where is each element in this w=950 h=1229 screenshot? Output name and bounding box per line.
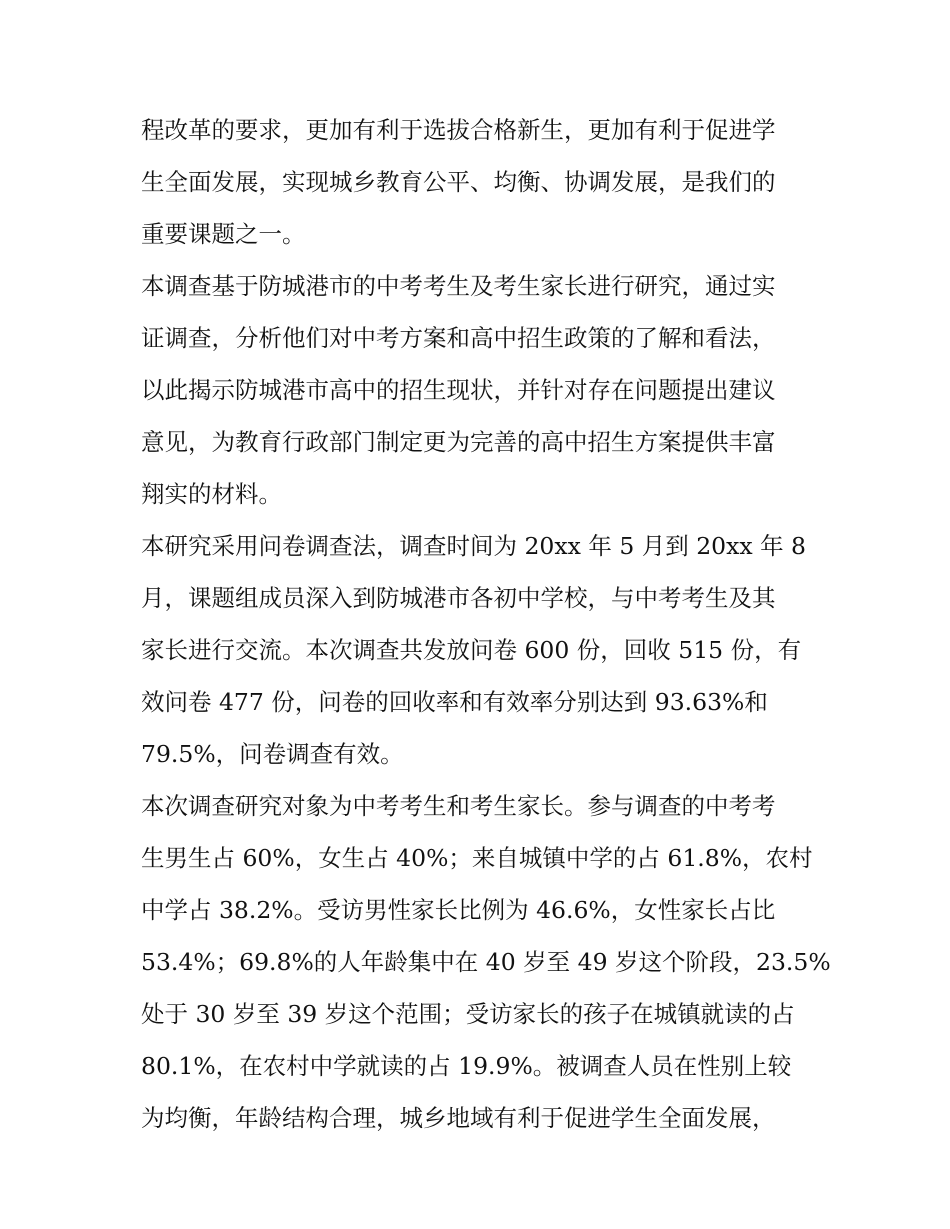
text-line: 翔实的材料。 <box>141 480 282 508</box>
text-line: 80.1%，在农村中学就读的占 19.9%。被调查人员在性别上较 <box>141 1052 792 1080</box>
text-line: 月，课题组成员深入到防城港市各初中学校，与中考考生及其 <box>141 584 776 612</box>
paragraph-4 <box>141 780 831 1144</box>
paragraph-1 <box>141 104 813 260</box>
text-line: 中学占 38.2%。受访男性家长比例为 46.6%，女性家长占比 <box>141 896 776 924</box>
text-line: 意见，为教育行政部门制定更为完善的高中招生方案提供丰富 <box>141 428 776 456</box>
paragraph-3 <box>141 520 813 780</box>
document-body <box>141 104 831 1144</box>
text-line: 以此揭示防城港市高中的招生现状，并针对存在问题提出建议 <box>141 376 776 404</box>
text-line: 53.4%；69.8%的人年龄集中在 40 岁至 49 岁这个阶段，23.5% <box>141 948 831 976</box>
paragraph-2 <box>141 260 813 520</box>
text-line: 本研究采用问卷调查法，调查时间为 20xx 年 5 月到 20xx 年 8 <box>141 532 807 560</box>
text-line: 为均衡，年龄结构合理，城乡地域有利于促进学生全面发展， <box>141 1104 776 1132</box>
text-line: 生男生占 60%，女生占 40%；来自城镇中学的占 61.8%，农村 <box>141 844 813 872</box>
text-line: 效问卷 477 份，问卷的回收率和有效率分别达到 93.63%和 <box>141 688 768 716</box>
text-line: 生全面发展，实现城乡教育公平、均衡、协调发展，是我们的 <box>141 168 776 196</box>
text-line: 证调查，分析他们对中考方案和高中招生政策的了解和看法， <box>141 324 776 352</box>
text-line: 本调查基于防城港市的中考考生及考生家长进行研究，通过实 <box>141 272 776 300</box>
text-line: 重要课题之一。 <box>141 220 306 248</box>
text-line: 本次调查研究对象为中考考生和考生家长。参与调查的中考考 <box>141 792 776 820</box>
text-line: 程改革的要求，更加有利于选拔合格新生，更加有利于促进学 <box>141 116 776 144</box>
text-line: 79.5%，问卷调查有效。 <box>141 740 404 768</box>
text-line: 家长进行交流。本次调查共发放问卷 600 份，回收 515 份，有 <box>141 636 802 664</box>
text-line: 处于 30 岁至 39 岁这个范围；受访家长的孩子在城镇就读的占 <box>141 1000 795 1028</box>
